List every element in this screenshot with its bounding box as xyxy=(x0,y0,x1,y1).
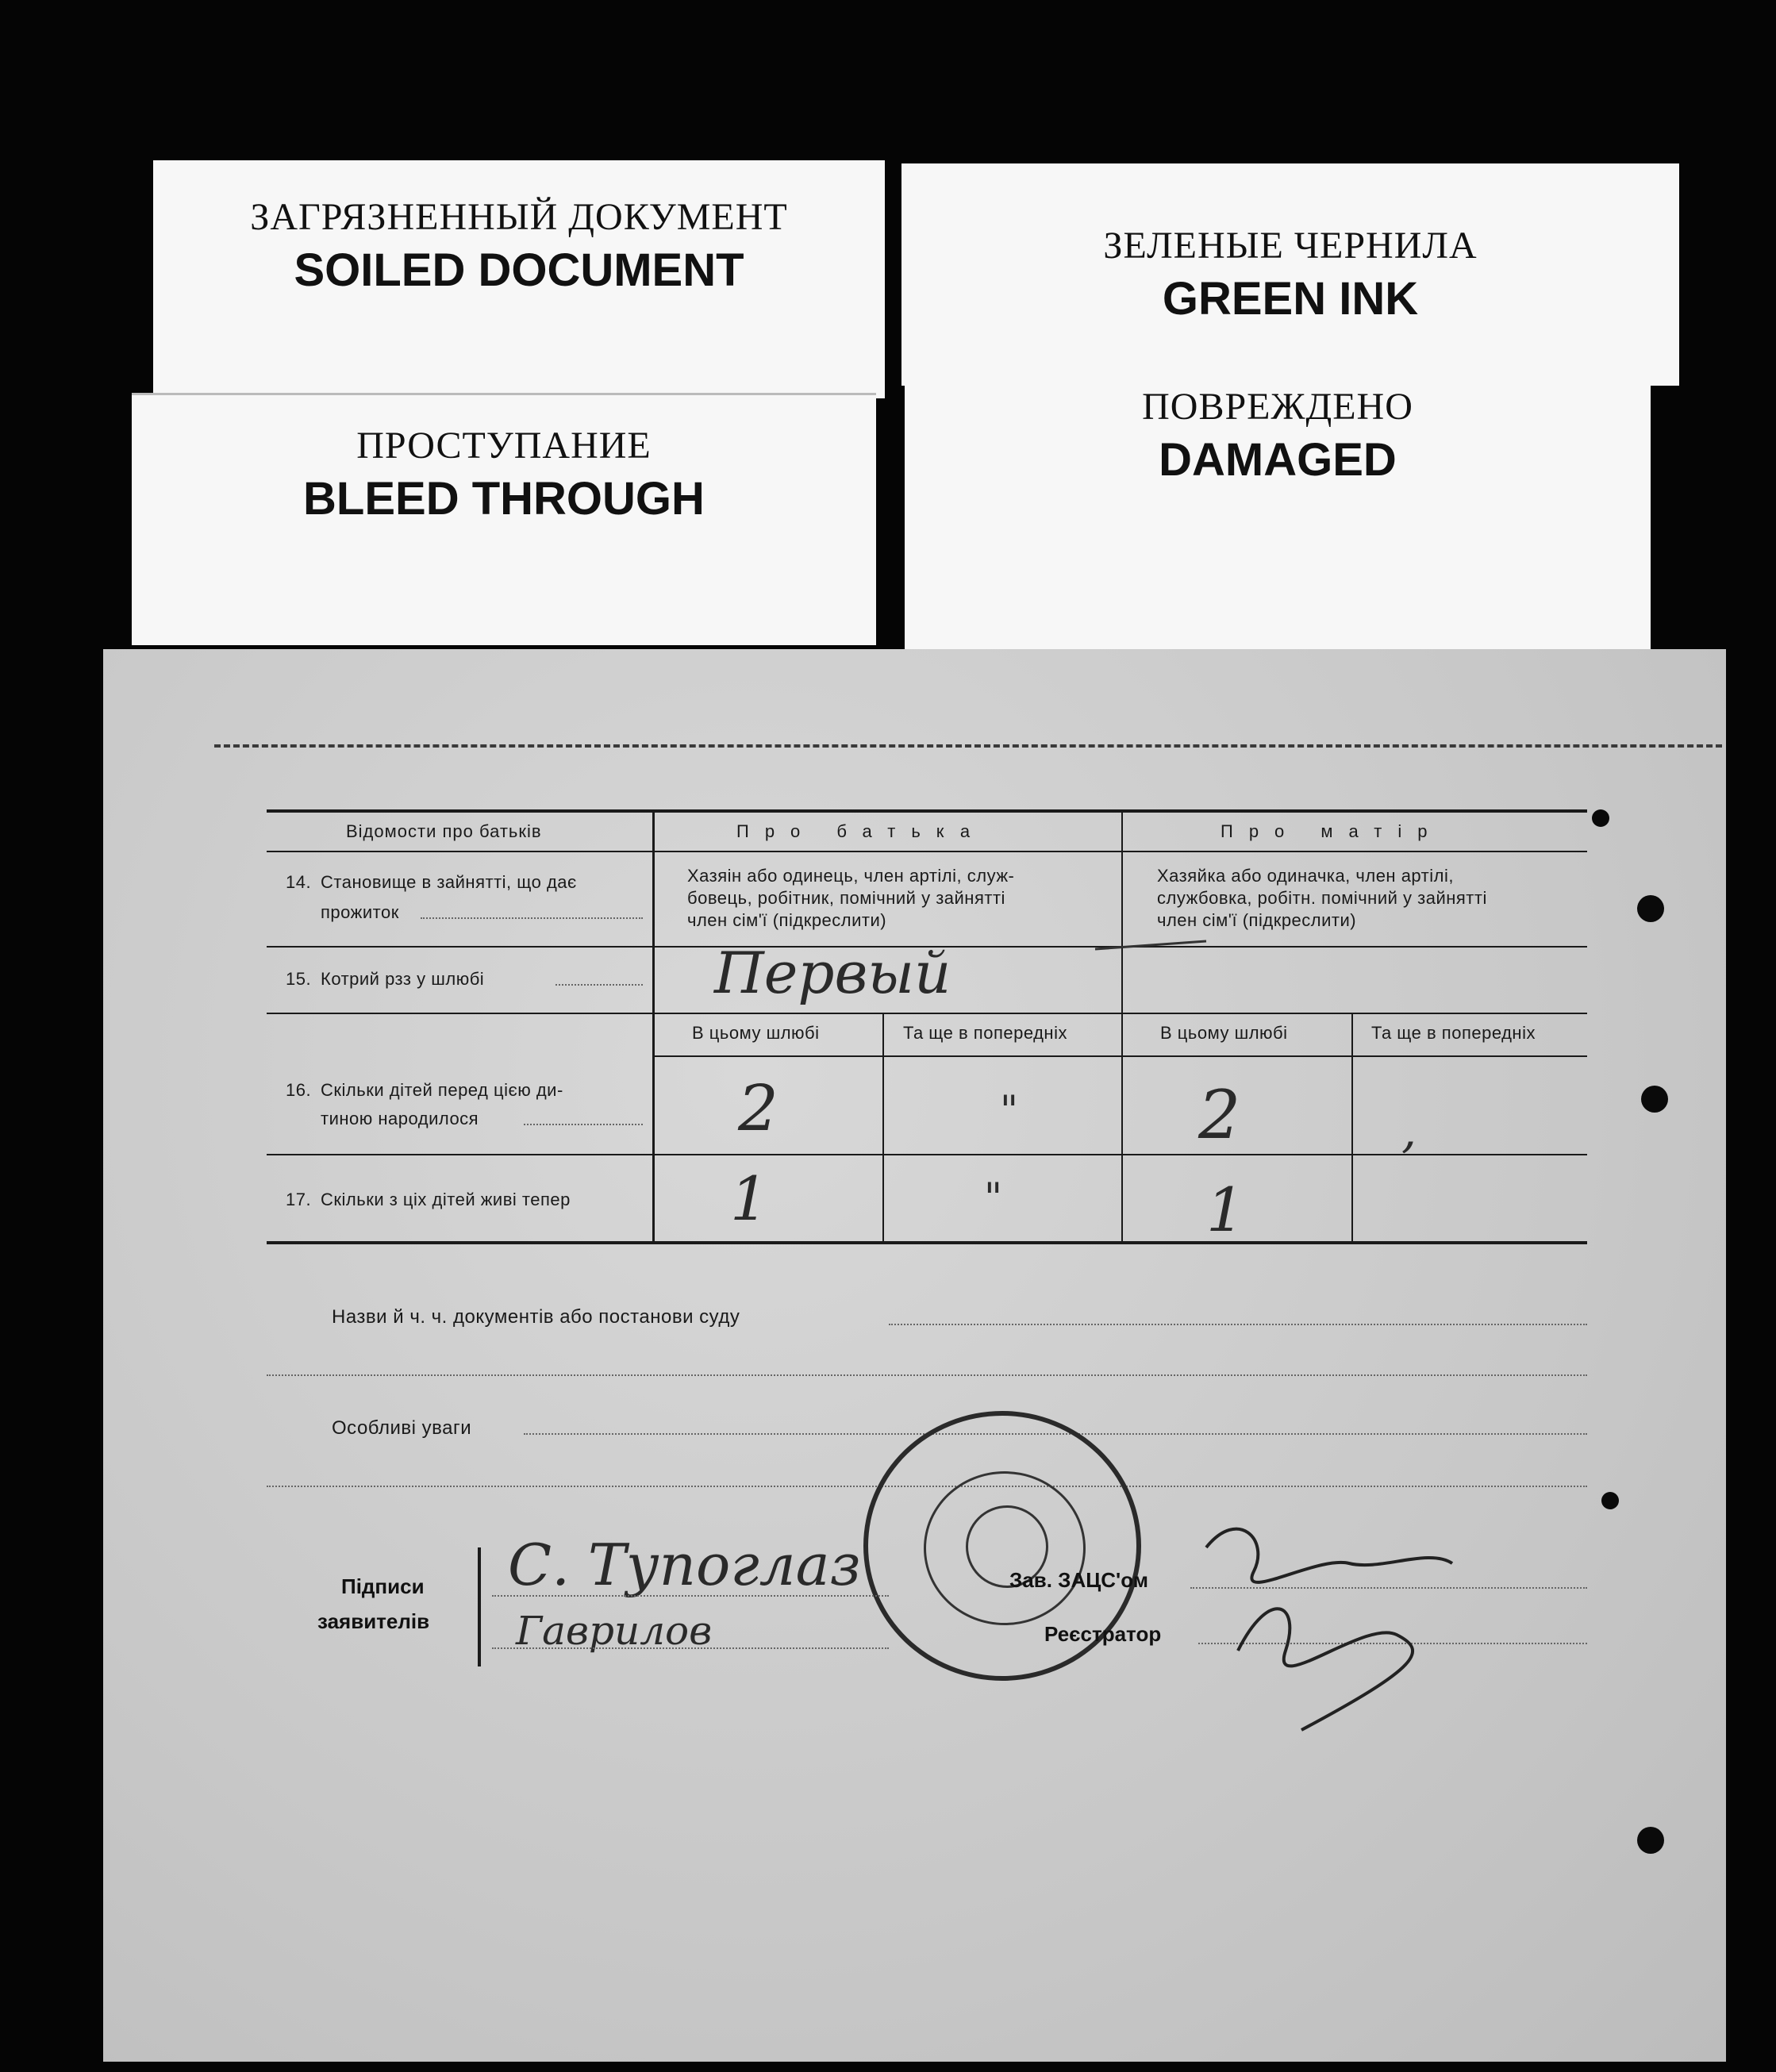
soiled-label-en: SOILED DOCUMENT xyxy=(294,244,744,296)
signatures-label-line1: Підписи xyxy=(341,1574,425,1598)
father-previous-header: Та ще в попередніх xyxy=(903,1023,1067,1043)
mother-previous-header: Та ще в попередніх xyxy=(1371,1023,1536,1043)
mother-this-marriage-header: В цьому шлюбі xyxy=(1160,1023,1288,1043)
special-notes-label: Особливі уваги xyxy=(332,1417,472,1439)
green-ink-label-en: GREEN INK xyxy=(1162,273,1419,325)
row16-number: 16. xyxy=(286,1080,312,1100)
signatures-label-line2: заявителів xyxy=(317,1609,430,1633)
row16-father-this-value: 2 xyxy=(738,1071,778,1145)
row14-father-line1: Хазяін або одинець, член артілі, служ- xyxy=(687,866,1015,886)
row14-number: 14. xyxy=(286,872,312,892)
row14-label-line1: Становище в зайнятті, що дає xyxy=(321,872,577,892)
row16-label-line1: Скільки дітей перед цією ди- xyxy=(321,1080,563,1100)
row15-father-handwritten: Первый xyxy=(714,940,951,1006)
row16-father-prev-value: " xyxy=(1000,1087,1018,1133)
bleed-label-ru: ПРОСТУПАНИЕ xyxy=(356,425,652,467)
row16-mother-prev-value: , xyxy=(1401,1103,1417,1159)
row17-number: 17. xyxy=(286,1190,312,1209)
soiled-label-ru: ЗАГРЯЗНЕННЫЙ ДОКУМЕНТ xyxy=(250,196,788,238)
documents-label: Назви й ч. ч. документів або постанови суду xyxy=(332,1306,740,1328)
row14-label-line2: прожиток xyxy=(321,902,399,922)
row14-father-line2: бовець, робітник, помічний у зайнятті xyxy=(687,888,1005,908)
applicant-signature-1: С. Тупоглаз xyxy=(508,1532,861,1598)
row16-mother-this-value: 2 xyxy=(1198,1076,1241,1154)
damaged-label-en: DAMAGED xyxy=(1159,434,1397,486)
row14-father-line3: член сім'ї (підкреслити) xyxy=(687,910,887,930)
bleed-label-en: BLEED THROUGH xyxy=(303,473,705,525)
row17-father-prev-value: " xyxy=(984,1174,1002,1221)
header-parents-info: Відомости про батьків xyxy=(346,821,542,841)
row15-number: 15. xyxy=(286,969,312,989)
row14-mother-line3: член сім'ї (підкреслити) xyxy=(1157,910,1357,930)
applicant-signature-2: Гаврилов xyxy=(516,1608,713,1654)
row15-label: Котрий рзз у шлюбі xyxy=(321,969,485,989)
zags-head-label: Зав. ЗАЦС'ом xyxy=(1009,1568,1148,1592)
row14-mother-line1: Хазяйка або одиначка, член артілі, xyxy=(1157,866,1454,886)
father-this-marriage-header: В цьому шлюбі xyxy=(692,1023,820,1043)
green-ink-label-ru: ЗЕЛЕНЫЕ ЧЕРНИЛА xyxy=(1103,225,1478,267)
header-father: Про батька xyxy=(736,821,986,841)
registrar-label: Реєстратор xyxy=(1044,1622,1162,1646)
damaged-label-ru: ПОВРЕЖДЕНО xyxy=(1142,386,1413,428)
row16-label-line2: тиною народилося xyxy=(321,1109,479,1128)
row17-father-this-value: 1 xyxy=(730,1163,769,1234)
header-mother: Про матір xyxy=(1221,821,1443,841)
row17-label: Скільки з ціх дітей живі тепер xyxy=(321,1190,571,1209)
row17-mother-this-value: 1 xyxy=(1206,1174,1245,1245)
row14-mother-line2: службовка, робітн. помічний у зайнятті xyxy=(1157,888,1487,908)
